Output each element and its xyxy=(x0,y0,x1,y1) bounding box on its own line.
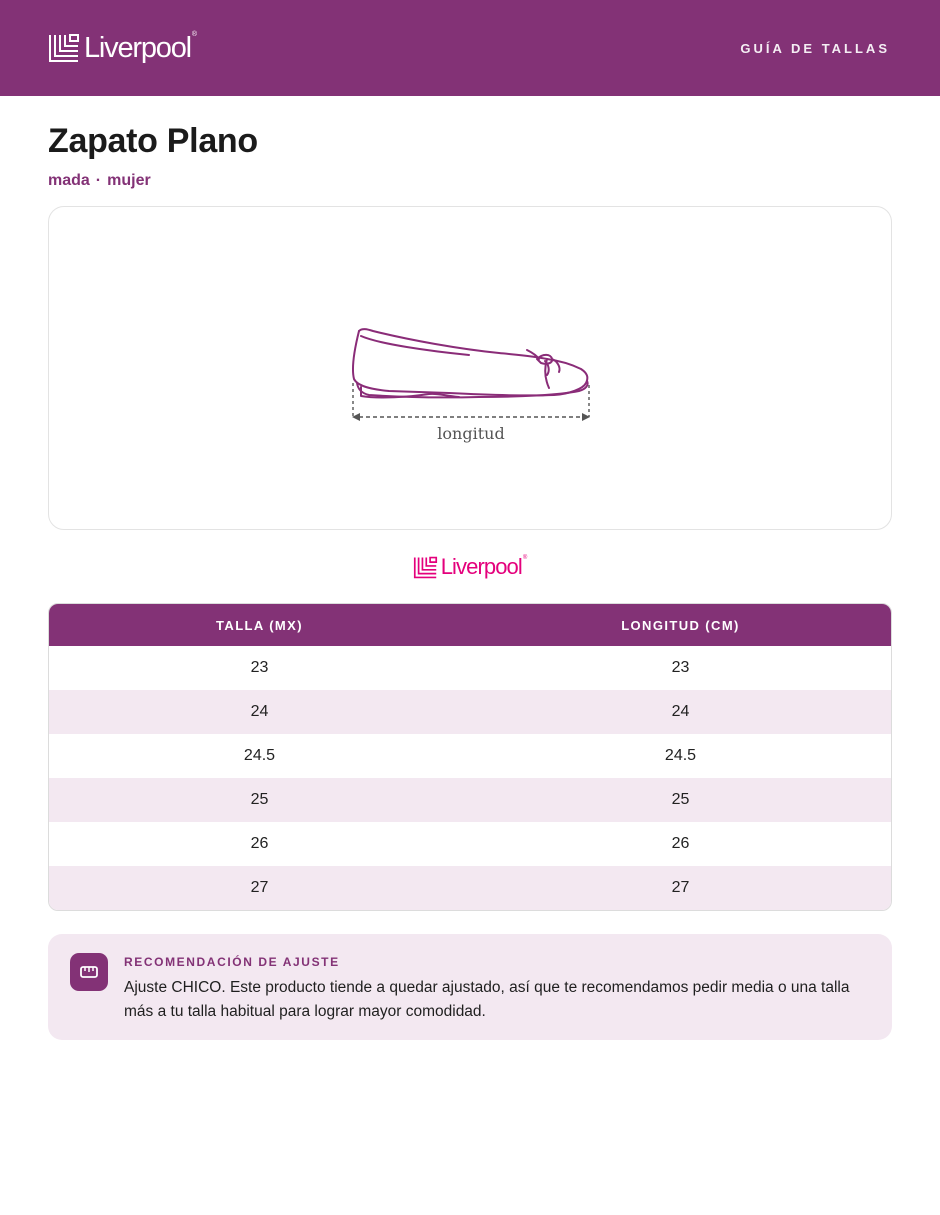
size-mx-cell: 23 xyxy=(250,659,269,676)
length-cm-cell: 24 xyxy=(671,703,690,720)
size-table xyxy=(48,603,892,911)
size-mx-cell: 27 xyxy=(250,879,269,896)
length-cm-cell: 23 xyxy=(671,659,690,676)
table-row xyxy=(49,734,891,778)
pink-brand-name: Liverpool xyxy=(440,554,522,579)
size-table-body xyxy=(49,646,891,910)
size-table-header xyxy=(49,604,891,646)
liverpool-logo-mark-icon xyxy=(48,33,80,63)
brand-registered-mark: ® xyxy=(191,31,198,38)
fit-recommendation-line-2: más a tu talla habitual para lograr mayor comodidad. xyxy=(124,1003,486,1020)
ruler-icon xyxy=(70,953,108,991)
size-mx-cell: 24 xyxy=(250,703,269,720)
fit-recommendation xyxy=(48,934,892,1040)
table-row xyxy=(49,866,891,910)
liverpool-pink-logo-mark-icon xyxy=(413,556,438,579)
size-mx-cell: 25 xyxy=(250,791,269,808)
table-row xyxy=(49,646,891,690)
subtitle-separator: · xyxy=(95,172,102,189)
fit-recommendation-line-1: Ajuste CHICO. Este producto tiende a quedar ajustado, así que te recomendamos pedir media o una talla xyxy=(124,979,850,996)
length-cm-cell: 24.5 xyxy=(664,747,697,764)
product-category: mujer xyxy=(107,172,151,189)
length-cm-cell: 26 xyxy=(671,835,690,852)
length-cm-cell: 25 xyxy=(671,791,690,808)
liverpool-logo[interactable] xyxy=(48,28,197,68)
measure-label: longitud xyxy=(437,424,505,443)
fit-recommendation-text xyxy=(124,976,849,1024)
table-row xyxy=(49,822,891,866)
product-subtitle xyxy=(48,172,892,190)
flat-shoe-outline-icon xyxy=(49,207,893,531)
column-header-length-cm: LONGITUD (CM) xyxy=(621,617,740,633)
size-mx-cell: 26 xyxy=(250,835,269,852)
size-guide-label: GUÍA DE TALLAS xyxy=(740,40,890,56)
top-header xyxy=(0,0,940,96)
length-cm-cell: 27 xyxy=(671,879,690,896)
product-brand: mada xyxy=(48,172,90,189)
fit-recommendation-title: RECOMENDACIÓN DE AJUSTE xyxy=(124,955,340,969)
main-content xyxy=(0,124,940,1040)
liverpool-pink-logo xyxy=(48,553,892,581)
fit-recommendation-body xyxy=(124,952,849,1040)
column-header-size-mx: TALLA (MX) xyxy=(216,617,303,633)
shoe-illustration-card xyxy=(48,206,892,530)
pink-brand-registered-mark: ® xyxy=(522,555,528,561)
table-row xyxy=(49,778,891,822)
size-mx-cell: 24.5 xyxy=(243,747,276,764)
product-title: Zapato Plano xyxy=(48,122,258,160)
table-row xyxy=(49,690,891,734)
brand-name: Liverpool xyxy=(84,31,191,64)
